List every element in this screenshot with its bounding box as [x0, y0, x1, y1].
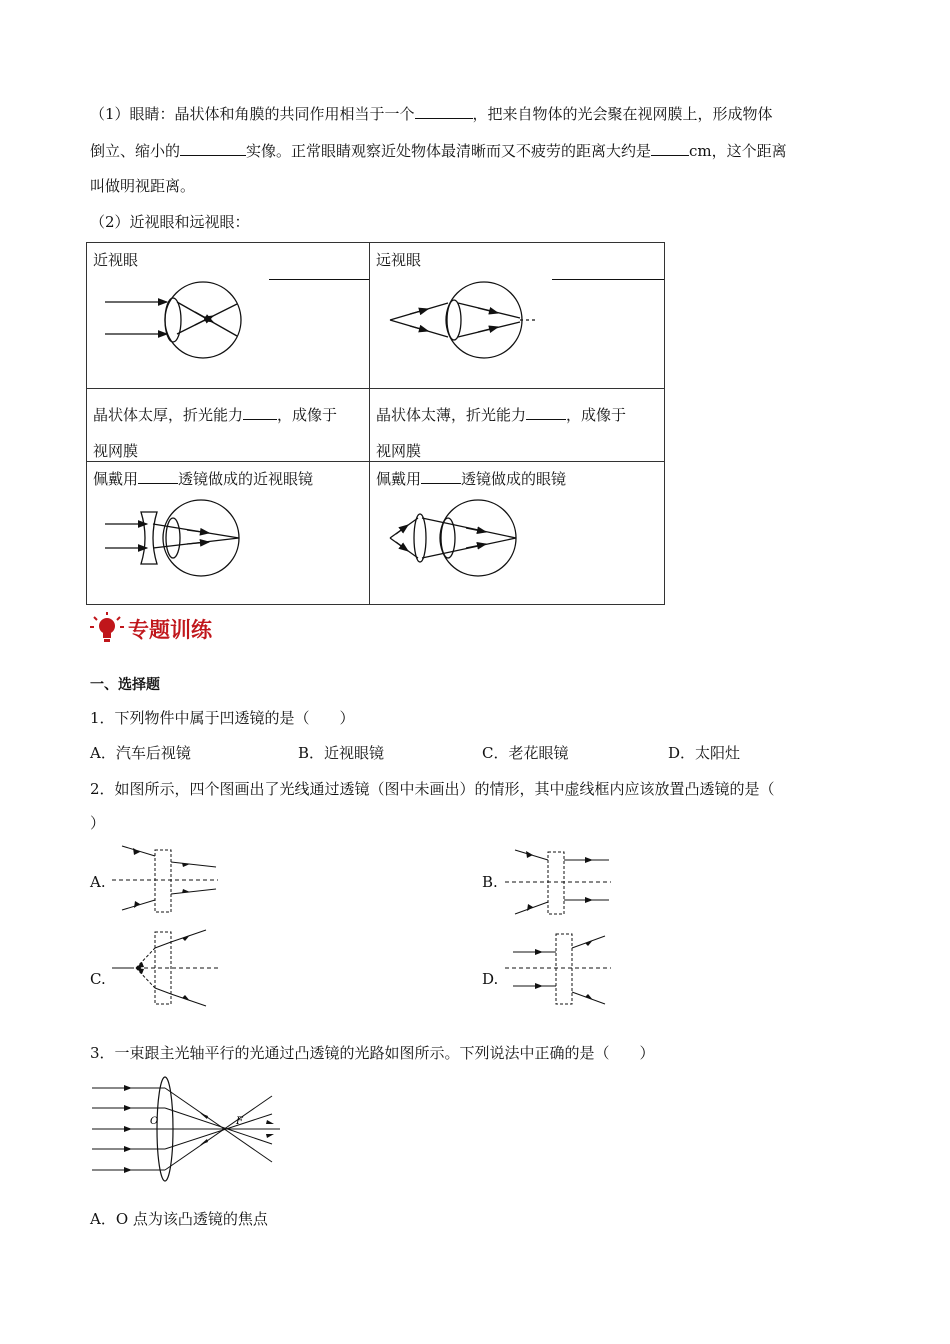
- cell-myopia-fix: [87, 462, 370, 605]
- q2-diagram-b: [505, 840, 615, 920]
- q2-option-a[interactable]: A.: [90, 873, 106, 891]
- concave-lens-correction-diagram: [87, 462, 369, 604]
- training-heading-text: 专题训练: [128, 618, 212, 642]
- answer-blank[interactable]: [415, 104, 473, 119]
- text-segment: 佩戴用: [93, 470, 139, 488]
- paragraph-eye-line3: 叫做明视距离。: [90, 177, 196, 195]
- text-segment: ，成像于: [566, 406, 627, 424]
- myopia-title: 近视眼: [93, 251, 139, 269]
- q2-option-c[interactable]: C.: [90, 970, 106, 988]
- q3-label-o: O: [150, 1116, 159, 1127]
- q3-label-f: F: [236, 1116, 243, 1127]
- training-heading: [90, 612, 212, 646]
- q1-option-c[interactable]: C．老花眼镜: [482, 744, 569, 762]
- q3-stem: 3．一束跟主光轴平行的光通过凸透镜的光路如图所示。下列说法中正确的是（ ）: [90, 1044, 655, 1062]
- hyperopia-eye-diagram: [370, 243, 664, 388]
- q2-stem-line1: 2．如图所示，四个图画出了光线通过透镜（图中未画出）的情形，其中虚线框内应该放置凸透镜的是（: [90, 780, 775, 798]
- text-segment: （1）眼睛：晶状体和角膜的共同作用相当于一个: [90, 105, 415, 123]
- paragraph-eye-line2: [90, 141, 787, 161]
- q1-option-a[interactable]: A．汽车后视镜: [90, 744, 191, 762]
- myopia-desc: [93, 397, 363, 469]
- convex-lens-correction-diagram: [370, 462, 664, 604]
- q3-option-a[interactable]: A．O 点为该凸透镜的焦点: [90, 1210, 268, 1228]
- eye-comparison-table: [86, 242, 665, 605]
- hyperopia-title: 远视眼: [376, 251, 422, 269]
- text-segment: 晶状体太薄，折光能力: [376, 406, 527, 424]
- answer-blank[interactable]: [526, 405, 566, 420]
- q3-convex-lens-diagram: [90, 1074, 290, 1184]
- hyperopia-desc: [376, 397, 646, 469]
- q1-option-b[interactable]: B．近视眼镜: [298, 744, 385, 762]
- paragraph-eye-part2: （2）近视眼和远视眼：: [90, 213, 250, 231]
- text-segment: 实像。正常眼睛观察近处物体最清晰而又不疲劳的距离大约是: [246, 142, 652, 160]
- q2-diagram-a: [112, 840, 222, 920]
- text-segment: 视网膜: [93, 442, 139, 460]
- answer-blank[interactable]: [651, 141, 689, 156]
- text-segment: 晶状体太厚，折光能力: [93, 406, 244, 424]
- cell-hyperopia-desc: [370, 389, 665, 462]
- myopia-eye-diagram: [87, 243, 369, 388]
- answer-blank[interactable]: [180, 141, 246, 156]
- q2-stem-line2: ）: [90, 814, 106, 832]
- paragraph-eye-line1: [90, 104, 773, 124]
- cell-hyperopia-fix: [370, 462, 665, 605]
- answer-blank[interactable]: [243, 405, 277, 420]
- text-segment: 透镜做成的眼镜: [461, 470, 567, 488]
- q1-stem: 1．下列物件中属于凹透镜的是（ ）: [90, 709, 355, 727]
- section-title: 一、选择题: [90, 677, 160, 693]
- cell-hyperopia-diagram: [370, 243, 665, 389]
- cell-myopia-diagram: [87, 243, 370, 389]
- text-segment: ，成像于: [277, 406, 338, 424]
- text-segment: 透镜做成的近视眼镜: [178, 470, 314, 488]
- q2-diagram-c: [112, 928, 222, 1008]
- lightbulb-icon: [90, 612, 124, 646]
- q2-option-d[interactable]: D.: [482, 970, 499, 988]
- text-segment: 倒立、缩小的: [90, 142, 181, 160]
- cell-myopia-desc: [87, 389, 370, 462]
- text-segment: 视网膜: [376, 442, 422, 460]
- q1-option-d[interactable]: D．太阳灶: [668, 744, 741, 762]
- text-segment: 佩戴用: [376, 470, 422, 488]
- q2-diagram-d: [505, 928, 615, 1008]
- text-segment: ，把来自物体的光会聚在视网膜上，形成物体: [472, 105, 773, 123]
- q2-option-b[interactable]: B.: [482, 873, 498, 891]
- text-segment: cm，这个距离: [689, 142, 787, 160]
